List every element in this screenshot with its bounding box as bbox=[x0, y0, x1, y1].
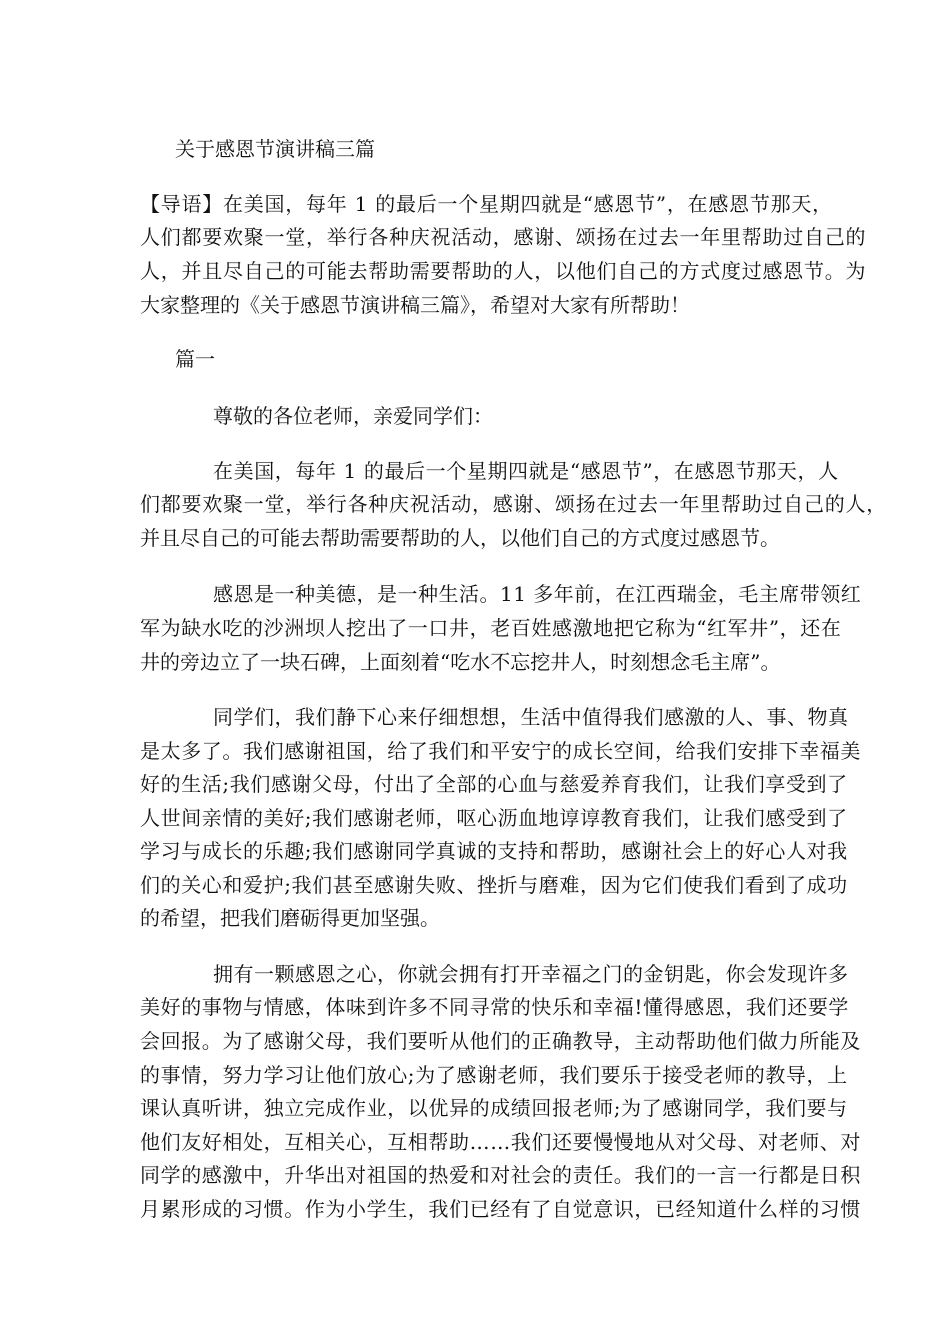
greeting: 尊敬的各位老师，亲爱同学们： bbox=[213, 404, 493, 428]
paragraph-line: 课认真听讲，独立完成作业，以优异的成绩回报老师;为了感谢同学，我们要与 bbox=[140, 1096, 848, 1120]
paragraph-line: 美好的事物与情感，体味到许多不同寻常的快乐和幸福!懂得感恩，我们还要学 bbox=[140, 995, 850, 1019]
paragraph-line: 们的关心和爱护;我们甚至感谢失败、挫折与磨难，因为它们使我们看到了成功 bbox=[140, 873, 848, 897]
paragraph-line: 他们友好相处，互相关心，互相帮助……我们还要慢慢地从对父母、对老师、对 bbox=[140, 1130, 861, 1154]
paragraph-line: 人世间亲情的美好;我们感谢老师，呕心沥血地谆谆教育我们，让我们感受到了 bbox=[140, 806, 848, 830]
intro-line: 大家整理的《关于感恩节演讲稿三篇》，希望对大家有所帮助！ bbox=[140, 293, 690, 317]
paragraph-line: 同学们，我们静下心来仔细想想，生活中值得我们感激的人、事、物真 bbox=[213, 705, 849, 729]
paragraph-line: 会回报。为了感谢父母，我们要听从他们的正确教导，主动帮助他们做力所能及 bbox=[140, 1029, 861, 1053]
paragraph-line: 的事情，努力学习让他们放心;为了感谢老师，我们要乐于接受老师的教导，上 bbox=[140, 1063, 848, 1087]
paragraph-line: 感恩是一种美德，是一种生活。11 多年前，在江西瑞金，毛主席带领红 bbox=[213, 582, 862, 606]
paragraph-line: 并且尽自己的可能去帮助需要帮助的人，以他们自己的方式度过感恩节。 bbox=[140, 526, 780, 550]
document-title: 关于感恩节演讲稿三篇 bbox=[175, 137, 375, 161]
intro-line: 人们都要欢聚一堂，举行各种庆祝活动，感谢、颂扬在过去一年里帮助过自己的 bbox=[140, 225, 867, 249]
paragraph-line: 好的生活;我们感谢父母，付出了全部的心血与慈爱养育我们，让我们享受到了 bbox=[140, 772, 848, 796]
paragraph-line: 月累形成的习惯。作为小学生，我们已经有了自觉意识，已经知道什么样的习惯 bbox=[140, 1197, 861, 1221]
paragraph-line: 拥有一颗感恩之心，你就会拥有打开幸福之门的金钥匙，你会发现许多 bbox=[213, 962, 849, 986]
paragraph-line: 井的旁边立了一块石碑，上面刻着“吃水不忘挖井人，时刻想念毛主席”。 bbox=[140, 650, 781, 674]
paragraph-line: 同学的感激中，升华出对祖国的热爱和对社会的责任。我们的一言一行都是日积 bbox=[140, 1163, 861, 1187]
intro-line: 【导语】在美国，每年 1 的最后一个星期四就是“感恩节”，在感恩节那天， bbox=[140, 192, 833, 216]
paragraph-line: 军为缺水吃的沙洲坝人挖出了一口井，老百姓感激地把它称为“红军井”，还在 bbox=[140, 616, 842, 640]
paragraph-line: 的希望，把我们磨砺得更加坚强。 bbox=[140, 906, 440, 930]
paragraph-line: 学习与成长的乐趣;我们感谢同学真诚的支持和帮助，感谢社会上的好心人对我 bbox=[140, 839, 848, 863]
paragraph-line: 们都要欢聚一堂，举行各种庆祝活动，感谢、颂扬在过去一年里帮助过自己的人， bbox=[140, 492, 887, 516]
paragraph-line: 在美国，每年 1 的最后一个星期四就是“感恩节”，在感恩节那天，人 bbox=[213, 459, 839, 483]
section-heading: 篇一 bbox=[175, 347, 215, 371]
paragraph-line: 是太多了。我们感谢祖国，给了我们和平安宁的成长空间，给我们安排下幸福美 bbox=[140, 739, 861, 763]
intro-line: 人，并且尽自己的可能去帮助需要帮助的人，以他们自己的方式度过感恩节。为 bbox=[140, 259, 867, 283]
